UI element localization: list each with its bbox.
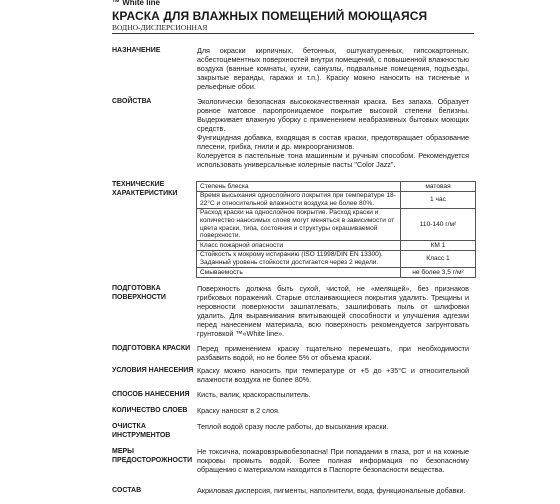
table-row: [197, 268, 476, 278]
cleaning-label-line: ОЧИСТКА: [112, 423, 146, 430]
precautions-label-line: ПРЕДОСТОРОЖНОСТИ: [112, 456, 193, 464]
precautions-label-line: МЕРЫ: [112, 448, 135, 455]
surface-prep-label-line: ПОВЕРХНОСТИ: [112, 293, 166, 301]
spec-param: Смываемость: [197, 268, 401, 278]
product-subtitle: ВОДНО-ДИСПЕРСИОННАЯ: [112, 23, 208, 32]
surface-prep-label-line: ПОДГОТОВКА: [112, 285, 161, 292]
spec-value: матовая: [401, 182, 476, 192]
specs-label: [112, 181, 177, 198]
spec-value: 110-140 г/м²: [401, 209, 476, 241]
layers-label: КОЛИЧЕСТВО СЛОЕВ: [112, 407, 188, 414]
conditions-label: УСЛОВИЯ НАНЕСЕНИЯ: [112, 367, 194, 374]
table-row: [197, 251, 476, 268]
composition-label: СОСТАВ: [112, 487, 142, 494]
specs-label-line: ХАРАКТЕРИСТИКИ: [112, 189, 178, 197]
properties-label: СВОЙСТВА: [112, 98, 152, 105]
composition-text: Акриловая дисперсия, пигменты, наполнители, вода, функциональные добавки.: [197, 486, 466, 495]
precautions-text: Не токсична, пожаровзрывобезопасна! При попадании в глаза, рот и на кожные покровы промыть водой. Более полная информация по безопасному обращению с материалом находится в Паспорте безопасности вещества.: [197, 447, 469, 474]
spec-param: Стойкость к мокрому истиранию (ISO 11998/DIN EN 13300). Заданный уровень стойкости достигается через 2 недели.: [197, 251, 401, 268]
brand-mark: ™ White line: [112, 0, 160, 7]
cleaning-label: [112, 423, 170, 440]
properties-paragraph: Экологически безопасная высококачественная краска. Без запаха. Образует ровное матовое паропроницаемое покрытие высокой степени белизны. Выдерживает влажную уборку с применением неабразивных бытовых моющих средств.: [197, 97, 469, 133]
spec-value: 1 час: [401, 192, 476, 209]
purpose-label: НАЗНАЧЕНИЕ: [112, 47, 161, 54]
spec-value: КМ 1: [401, 241, 476, 251]
spec-value: не более 3,5 г/м²: [401, 268, 476, 278]
specs-table: [196, 181, 476, 278]
table-row: [197, 241, 476, 251]
table-row: [197, 192, 476, 209]
properties-paragraph: Фунгицидная добавка, входящая в состав краски, предотвращает образование плесени, грибка, гнили и др. микроорганизмов.: [197, 133, 469, 151]
specs-label-line: ТЕХНИЧЕСКИЕ: [112, 181, 165, 188]
precautions-label: [112, 448, 192, 465]
product-title: КРАСКА ДЛЯ ВЛАЖНЫХ ПОМЕЩЕНИЙ МОЮЩАЯСЯ: [112, 9, 428, 23]
spec-param: Степень блеска: [197, 182, 401, 192]
purpose-text: Для окраски кирпичных, бетонных, оштукатуренных, гипсокартонных, асбестоцементных поверхностей внутри помещений, с повышенной влажностью воздуха (ванные комнаты, кухни, санузлы, подвальные помещения, подъезды, закрытые веранды, гаражи и т.п.). Краску можно наносить на тисненые и рельефные обои.: [197, 46, 469, 91]
header-rule: [112, 33, 474, 34]
properties-text: [197, 97, 469, 169]
properties-paragraph: Колеруется в пастельные тона машинным и ручным способом. Рекомендуется использовать универсальные колерные пасты "Color Jazz".: [197, 151, 469, 169]
spec-value: Класс 1: [401, 251, 476, 268]
cleaning-label-line: ИНСТРУМЕНТОВ: [112, 431, 171, 439]
table-row: [197, 182, 476, 192]
conditions-text: Краску можно наносить при температуре от +5 до +35°С и относительной влажности воздуха не более 80%.: [197, 366, 469, 384]
paint-prep-label: ПОДГОТОВКА КРАСКИ: [112, 345, 191, 352]
method-text: Кисть, валик, краскораспылитель.: [197, 390, 311, 399]
cleaning-text: Теплой водой сразу после работы, до высыхания краски.: [197, 422, 389, 431]
spec-param: Расход краски на однослойное покрытие. Расход краски и количество наносимых слоев могут меняться в зависимости от цвета краски, типа, состояния и структуры окрашиваемой поверхности.: [197, 209, 401, 241]
paint-prep-text: Перед применением краску тщательно перемешать, при необходимости разбавить водой, но не более 5% от объема краски.: [197, 344, 469, 362]
layers-text: Краску наносят в 2 слоя.: [197, 406, 280, 415]
surface-prep-label: [112, 285, 166, 302]
surface-prep-text: Поверхность должна быть сухой, чистой, не «мелящей», без признаков грибковых поражений. Старые отслаивающиеся покрытия удалить. Трещины и неровности поверхности зашпатлевать, зашлифовать пыль от шлифовки удалить. Для выравнивания впитывающей способности и улучшения адгезии перед нанесением материала, всю поверхность рекомендуется загрунтовать грунтовкой ™«White line».: [197, 284, 469, 338]
spec-param: Время высыхания однослойного покрытия при температуре 18-22°С и относительной влажности воздуха не более 80%.: [197, 192, 401, 209]
table-row: [197, 209, 476, 241]
spec-param: Класс пожарной опасности: [197, 241, 401, 251]
method-label: СПОСОБ НАНЕСЕНИЯ: [112, 391, 190, 398]
